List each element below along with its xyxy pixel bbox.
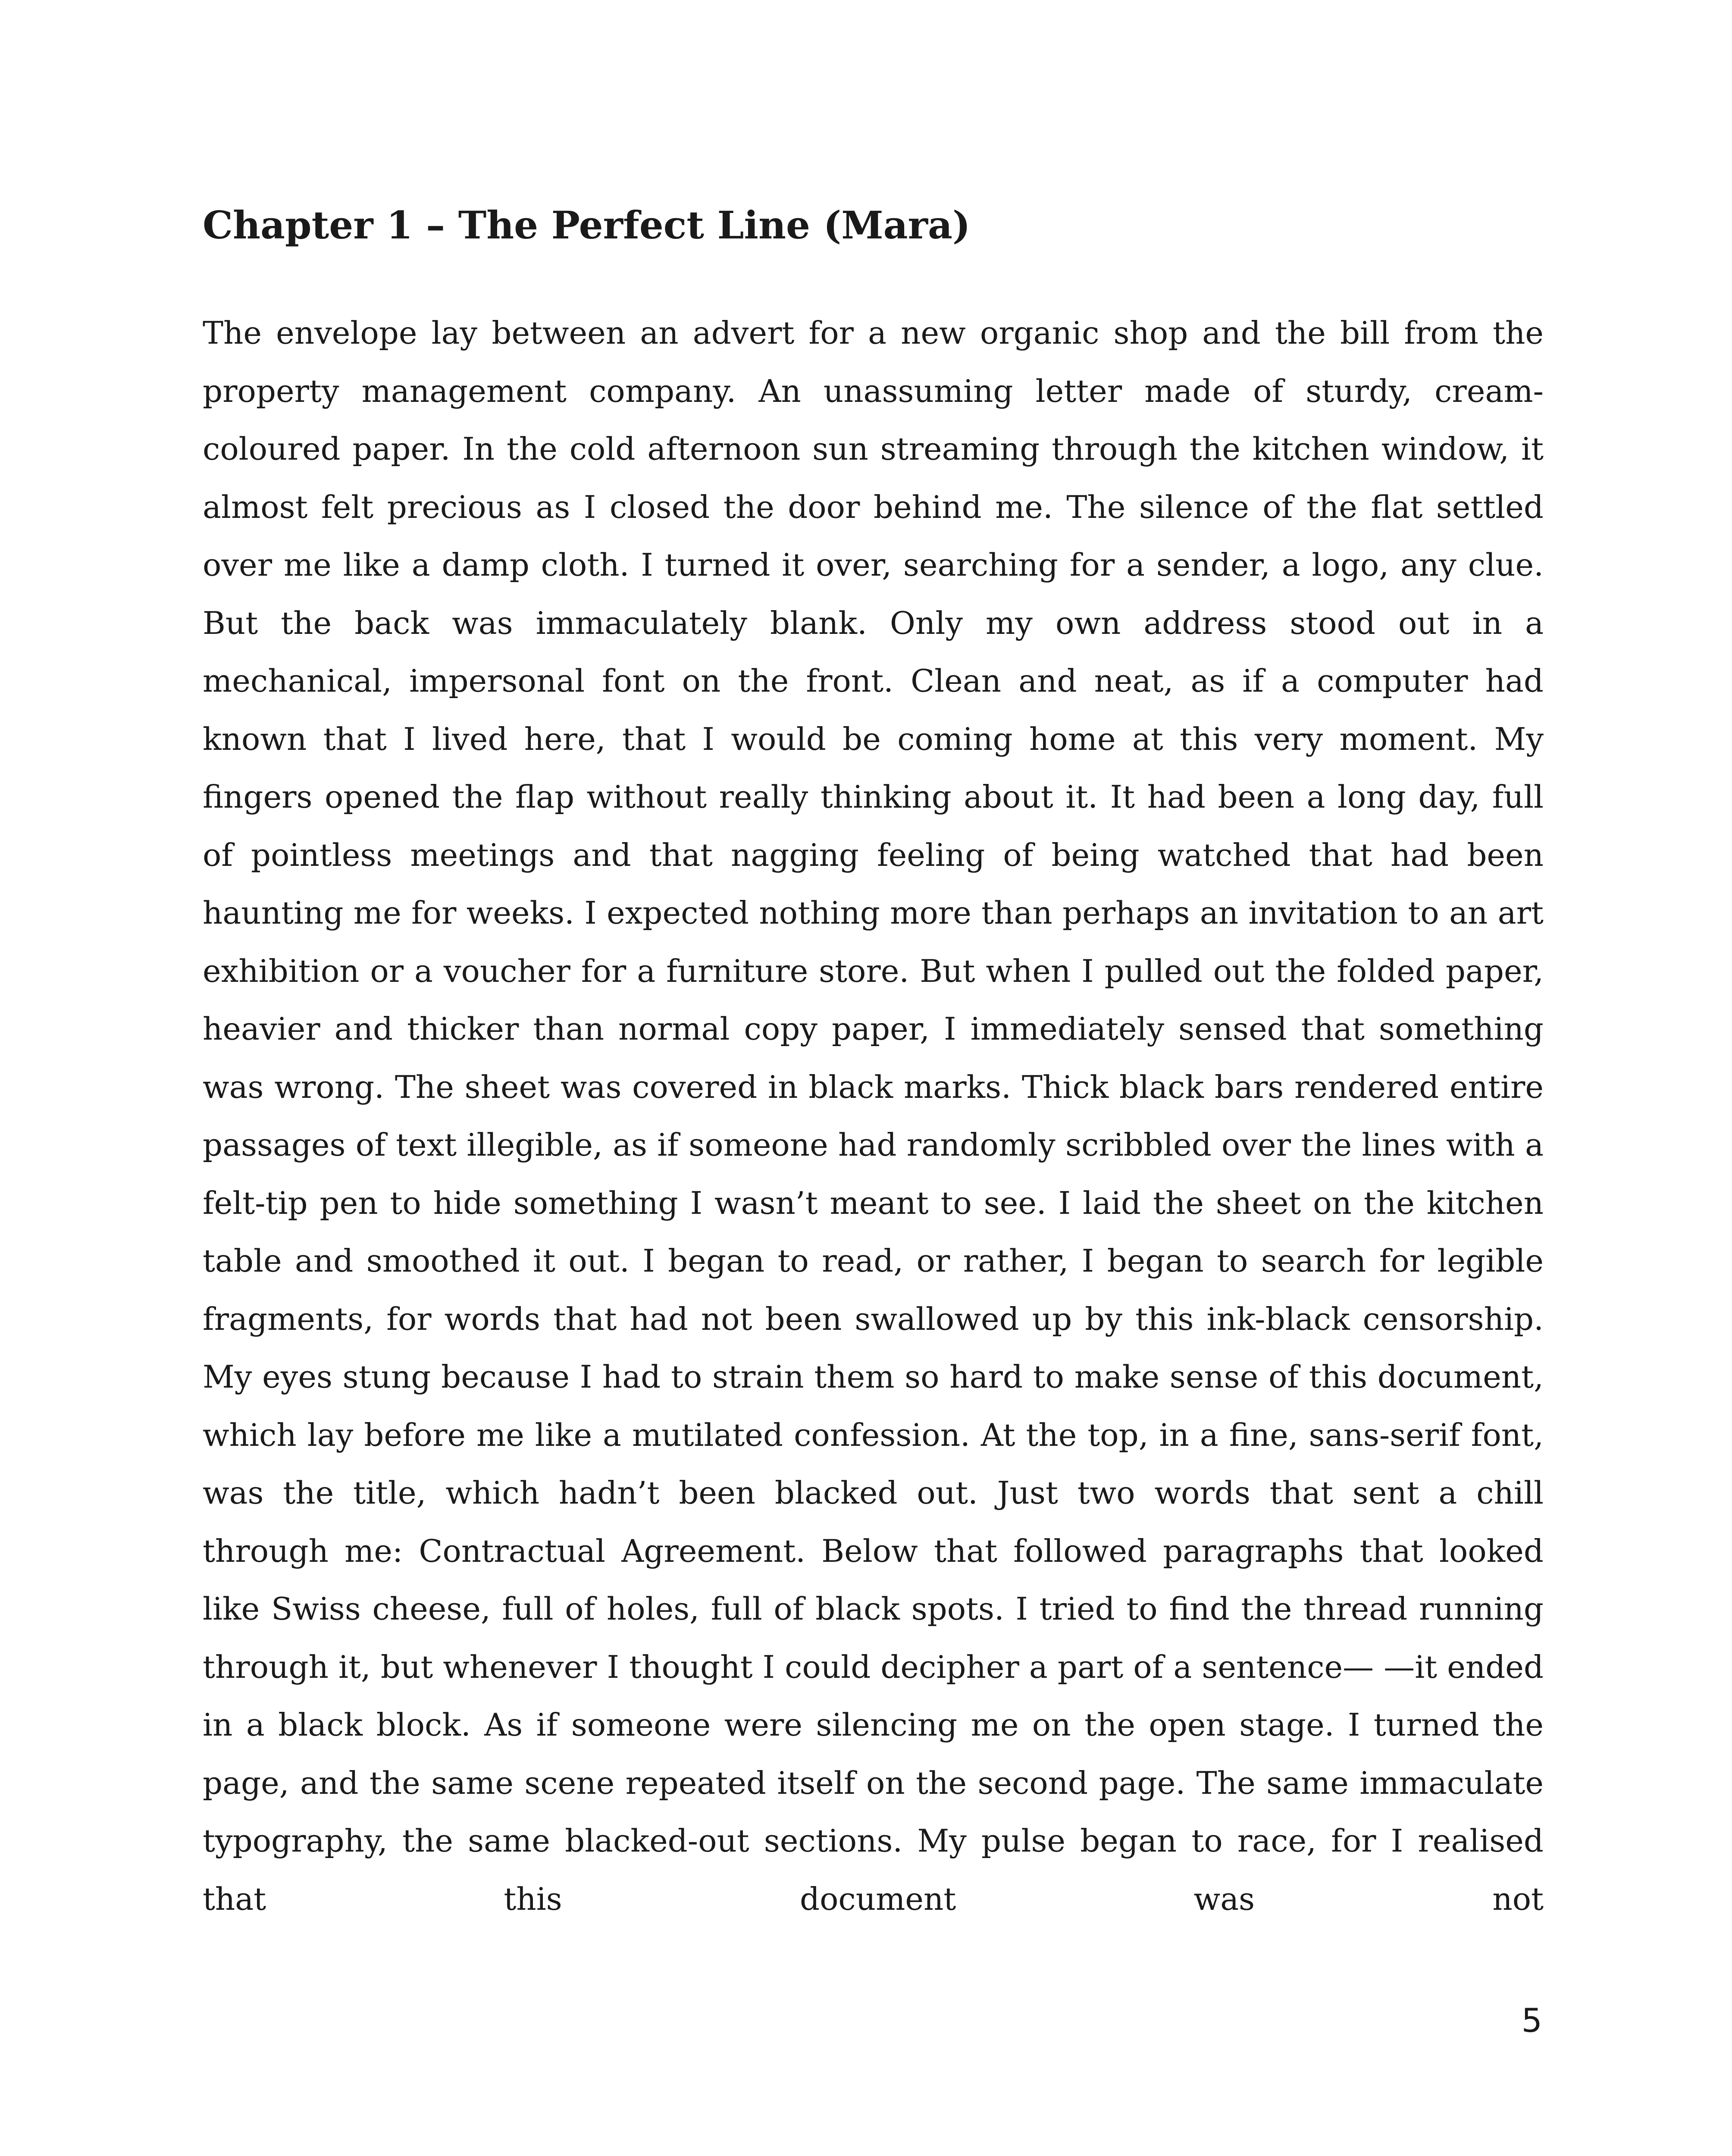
- body-paragraph: The envelope lay between an advert for a new organic shop and the bill from the property management company. An unassuming letter made of sturdy, cream-coloured paper. In the cold afternoon sun streaming through the kitchen window, it almost felt precious as I closed the door behind me. The silence of the flat settled over me like a damp cloth. I turned it over, searching for a sender, a logo, any clue. But the back was immaculately blank. Only my own address stood out in a mechanical, impersonal font on the front. Clean and neat, as if a computer had known that I lived here, that I would be coming home at this very moment. My fingers opened the flap without really thinking about it. It had been a long day, full of pointless meetings and that nagging feeling of being watched that had been haunting me for weeks. I expected nothing more than perhaps an invitation to an art exhibition or a voucher for a furniture store. But when I pulled out the folded paper, heavier and thicker than normal copy paper, I immediately sensed that something was wrong. The sheet was covered in black marks. Thick black bars rendered entire passages of text illegible, as if someone had randomly scribbled over the lines with a felt-tip pen to hide something I wasn’t meant to see. I laid the sheet on the kitchen table and smoothed it out. I began to read, or rather, I began to search for legible fragments, for words that had not been swallowed up by this ink-black censorship. My eyes stung because I had to strain them so hard to make sense of this document, which lay before me like a mutilated confession. At the top, in a fine, sans-serif font, was the title, which hadn’t been blacked out. Just two words that sent a chill through me: Contractual Agreement. Below that followed paragraphs that looked like Swiss cheese, full of holes, full of black spots. I tried to find the thread running through it, but whenever I thought I could decipher a part of a sentence— —it ended in a black block. As if someone were silencing me on the open stage. I turned the page, and the same scene repeated itself on the second page. The same immaculate typography, the same blacked-out sections. My pulse began to race, for I realised that this document was not: [203, 315, 1544, 1917]
- page-number: 5: [1521, 2001, 1542, 2040]
- chapter-title: Chapter 1 – The Perfect Line (Mara): [203, 203, 971, 248]
